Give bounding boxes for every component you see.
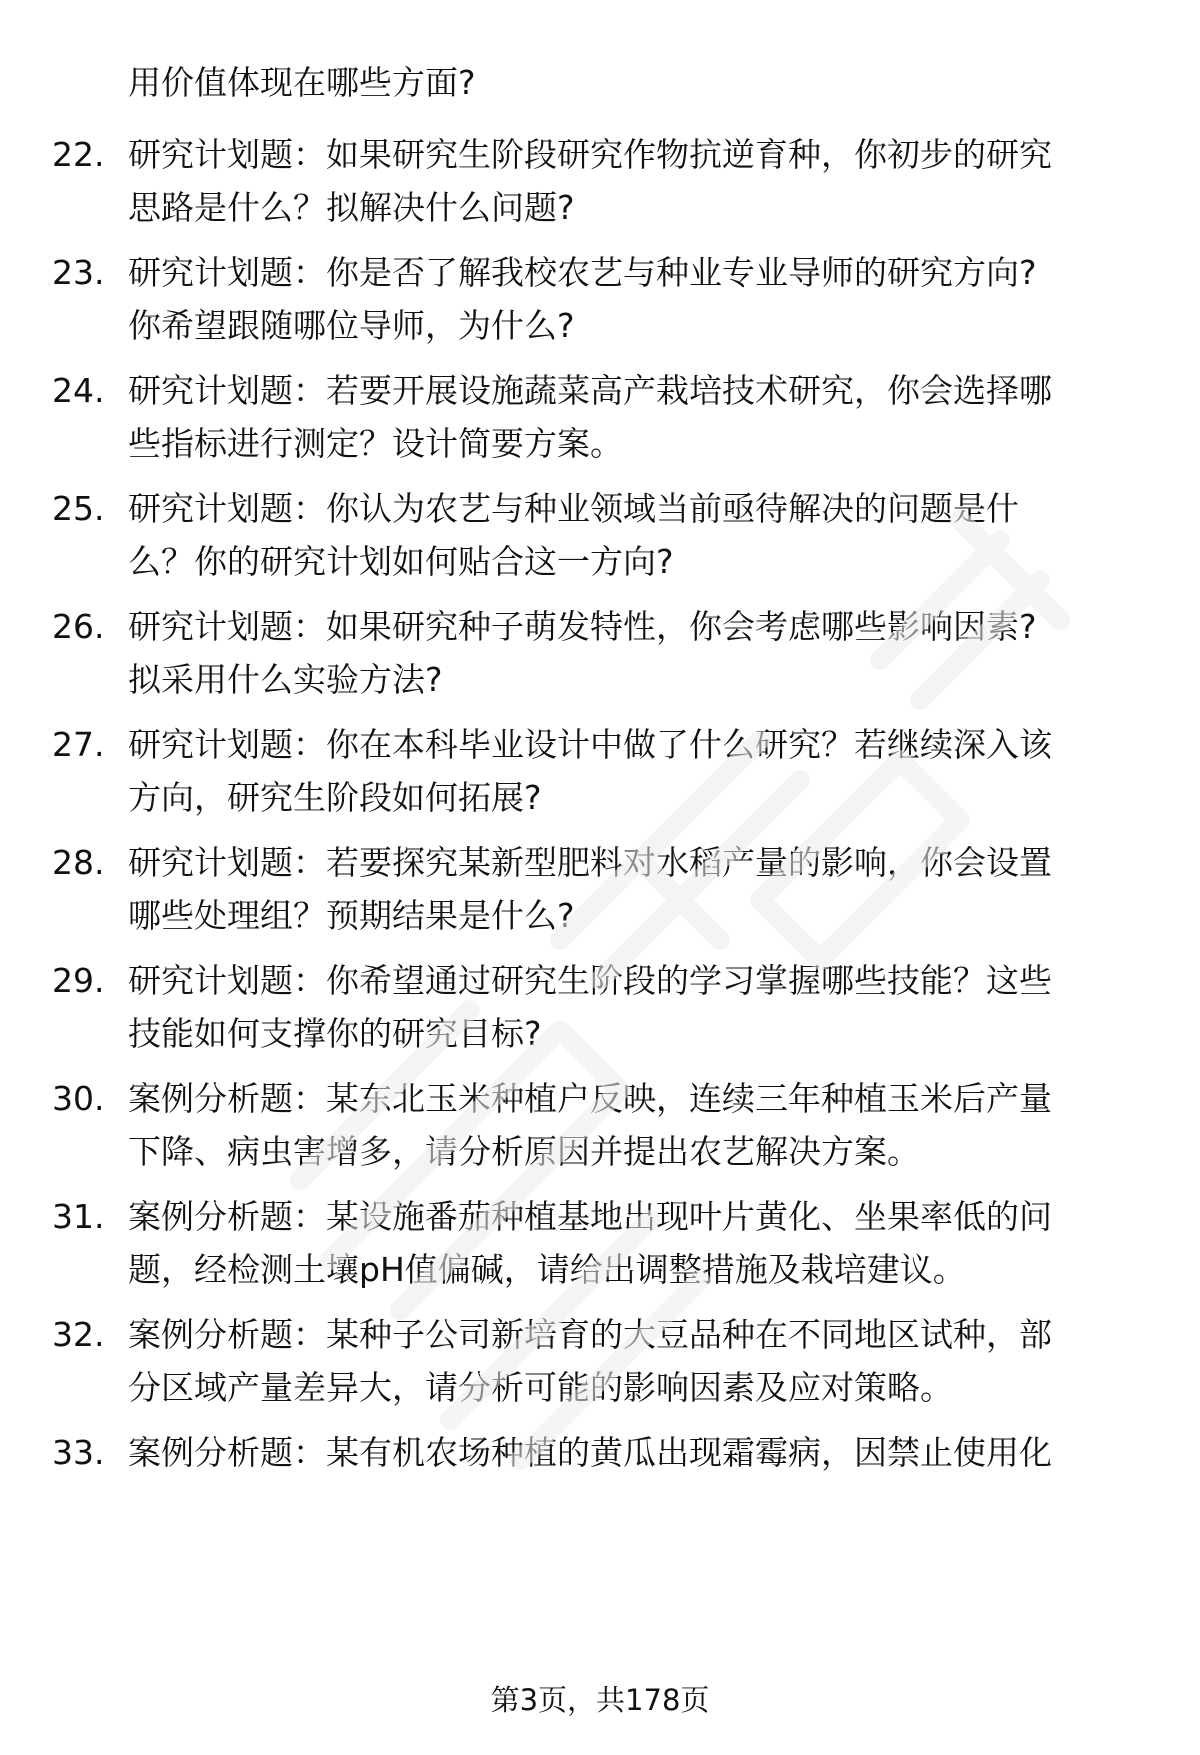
question-text [128, 718, 1138, 824]
question-text [128, 482, 1138, 588]
question-line: 下降、病虫害增多，请分析原因并提出农艺解决方案。 [128, 1132, 920, 1171]
question-line: 分区域产量差异大，请分析可能的影响因素及应对策略。 [128, 1368, 953, 1407]
question-line: 些指标进行测定？设计简要方案。 [128, 424, 623, 463]
question-number: 28. [52, 843, 105, 882]
question-line: 研究计划题：若要开展设施蔬菜高产栽培技术研究，你会选择哪 [128, 371, 1052, 410]
question-line: 拟采用什么实验方法? [128, 660, 443, 699]
question-line: 研究计划题：若要探究某新型肥料对水稻产量的影响，你会设置 [128, 843, 1052, 882]
question-number: 32. [52, 1315, 105, 1354]
question-line: 哪些处理组？预期结果是什么? [128, 896, 575, 935]
question-text [128, 954, 1138, 1060]
question-text [128, 1072, 1138, 1178]
question-number: 33. [52, 1433, 105, 1472]
question-line: 研究计划题：你是否了解我校农艺与种业专业导师的研究方向? [128, 253, 1037, 292]
question-line: 研究计划题：如果研究生阶段研究作物抗逆育种，你初步的研究 [128, 135, 1052, 174]
question-text [128, 128, 1138, 234]
question-number: 25. [52, 489, 105, 528]
question-number: 23. [52, 253, 105, 292]
question-text [128, 836, 1138, 942]
question-line: 你希望跟随哪位导师，为什么? [128, 306, 575, 345]
question-text [128, 600, 1138, 706]
continued-question-line: 用价值体现在哪些方面? [128, 63, 476, 102]
question-line: 研究计划题：你认为农艺与种业领域当前亟待解决的问题是什 [128, 489, 1019, 528]
page-number-footer: 第3页，共178页 [490, 1683, 710, 1717]
question-line: 案例分析题：某有机农场种植的黄瓜出现霜霉病，因禁止使用化 [128, 1433, 1052, 1472]
question-text [128, 1426, 1138, 1479]
question-line: 研究计划题：你希望通过研究生阶段的学习掌握哪些技能？这些 [128, 961, 1052, 1000]
question-number: 30. [52, 1079, 105, 1118]
question-line: 题，经检测土壤pH值偏碱，请给出调整措施及栽培建议。 [128, 1250, 966, 1289]
question-number: 22. [52, 135, 105, 174]
question-text [128, 1190, 1138, 1296]
question-number: 24. [52, 371, 105, 410]
question-line: 么？你的研究计划如何贴合这一方向? [128, 542, 674, 581]
question-line: 案例分析题：某东北玉米种植户反映，连续三年种植玉米后产量 [128, 1079, 1052, 1118]
question-text [128, 1308, 1138, 1414]
question-line: 研究计划题：你在本科毕业设计中做了什么研究？若继续深入该 [128, 725, 1052, 764]
question-number: 26. [52, 607, 105, 646]
question-line: 研究计划题：如果研究种子萌发特性，你会考虑哪些影响因素? [128, 607, 1037, 646]
question-number: 27. [52, 725, 105, 764]
question-line: 方向，研究生阶段如何拓展? [128, 778, 542, 817]
question-line: 案例分析题：某种子公司新培育的大豆品种在不同地区试种，部 [128, 1315, 1052, 1354]
question-line: 技能如何支撑你的研究目标? [128, 1014, 542, 1053]
question-line: 思路是什么？拟解决什么问题? [128, 188, 575, 227]
question-text [128, 364, 1138, 470]
question-text [128, 246, 1138, 352]
question-number: 31. [52, 1197, 105, 1236]
question-line: 案例分析题：某设施番茄种植基地出现叶片黄化、坐果率低的问 [128, 1197, 1052, 1236]
question-number: 29. [52, 961, 105, 1000]
